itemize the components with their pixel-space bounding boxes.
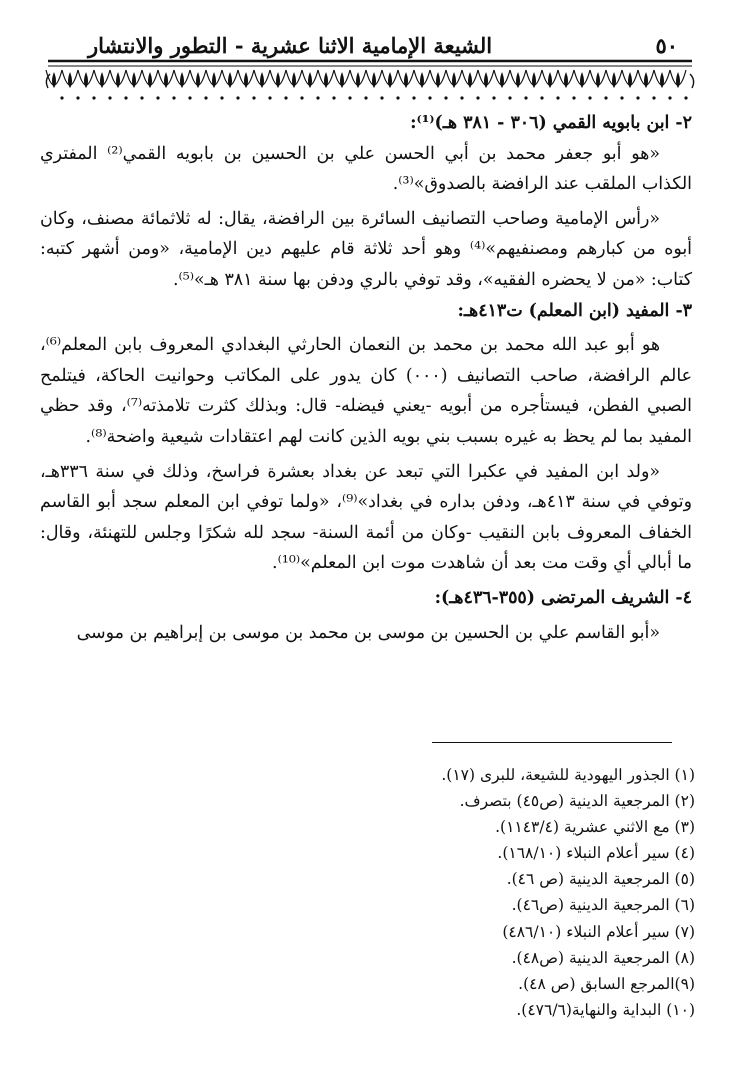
paragraph: هو أبو عبد الله محمد بن محمد بن النعمان الحارثي البغدادي المعروف بابن المعلم⁽⁶⁾، عالم الرافضة، صاحب التصانيف (٠٠٠) كان يدور على المكاتب وحوانيت الحاكة، فيتلمح الصبي الفطن، فيستأجره من أبويه -يعني فيضله- قال: وبذلك كثرت تلامذته⁽⁷⁾، وقد حظي المفيد بما لم يحظ به غيره بسبب بني بويه الذين كانت لهم اعتقادات شيعية واضحة⁽⁸⁾. — [40, 335, 693, 447]
section-heading: ٣- المفيد (ابن المعلم) ت٤١٣هـ: — [457, 300, 692, 321]
footnote: (٨) المرجعية الدينية (ص٤٨). — [511, 948, 695, 967]
decorative-header-border — [40, 58, 700, 110]
footnote: (٧) سير أعلام النبلاء (٤٨٦/١٠) — [502, 922, 695, 941]
section-heading: ٢- ابن بابويه القمي (٣٠٦ - ٣٨١ هـ)⁽¹⁾: — [410, 113, 692, 133]
footnote: (٥) المرجعية الدينية (ص ٤٦). — [506, 870, 695, 889]
section-heading: ٤- الشريف المرتضى (٣٥٥-٤٣٦هـ): — [434, 587, 692, 608]
footnote: (٦) المرجعية الدينية (ص٤٦). — [511, 896, 695, 915]
paragraph: «أبو القاسم علي بن الحسين بن موسى بن محمد بن موسى بن إبراهيم بن موسى — [76, 622, 660, 643]
paragraph: «ولد ابن المفيد في عكبرا التي تبعد عن بغداد بعشرة فراسخ، وذلك في سنة ٣٣٦هـ، وتوفي في سنة ٤١٣هـ، ودفن بداره في بغداد»⁽⁹⁾، «ولما توفي ابن المعلم سجد أبو القاسم الخفاف المعروف بابن النقيب -وكان من أئمة السنة- سجد لله شكرًا وجلس للتهنئة، وقال: ما أبالي أي وقت مت بعد أن شاهدت موت ابن المعلم»⁽¹⁰⁾. — [40, 461, 692, 574]
page-number: ٥٠ — [655, 32, 678, 58]
footnote: (٢) المرجعية الدينية (ص٤٥) بتصرف. — [459, 792, 695, 811]
footnote-separator — [432, 742, 672, 743]
footnote: (١٠) البداية والنهاية(٤٧٦/٦). — [516, 1000, 695, 1019]
footnote: (١) الجذور اليهودية للشيعة، للبرى (١٧). — [441, 766, 695, 784]
footnote: (٩)المرجع السابق (ص ٤٨). — [518, 974, 695, 993]
book-title: الشيعة الإمامية الاثنا عشرية - التطور والانتشار — [88, 32, 493, 58]
footnotes — [150, 762, 695, 1023]
paragraph: «رأس الإمامية وصاحب التصانيف السائرة بين الرافضة، يقال: له ثلاثمائة مصنف، وكان أبوه من كبارهم ومصنفيهم»⁽⁴⁾ وهو أحد ثلاثة قام عليهم دين الإمامية، «ومن أشهر كتبه: كتاب: «من لا يحضره الفقيه»، وقد توفي بالري ودفن بها سنة ٣٨١ هـ»⁽⁵⁾. — [40, 208, 693, 290]
main-text — [40, 108, 692, 648]
footnote: (٤) سير أعلام النبلاء (١٦٨/١٠). — [497, 844, 695, 863]
footnote: (٣) مع الاثني عشرية (١١٤٣/٤). — [495, 818, 695, 837]
running-header — [88, 30, 678, 60]
paragraph: «هو أبو جعفر محمد بن أبي الحسن علي بن الحسين بن بابويه القمي⁽²⁾ المفتري الكذاب الملقب عند الرافضة بالصدوق»⁽³⁾. — [40, 143, 692, 195]
